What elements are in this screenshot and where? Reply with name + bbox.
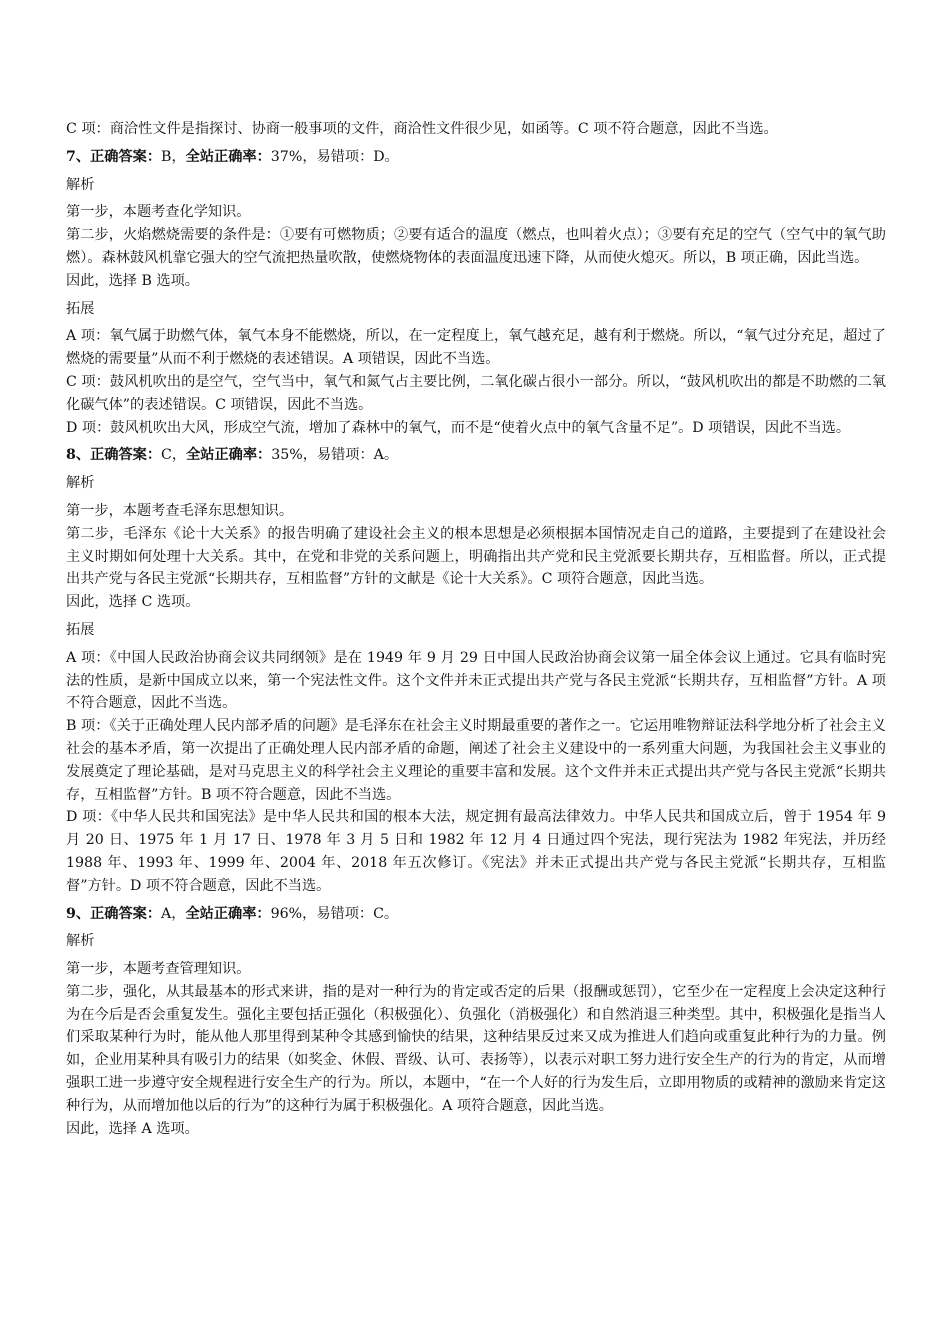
paragraph: 因此，选择 B 选项。 [66, 272, 199, 289]
paragraph: 第二步，火焰燃烧需要的条件是：①要有可燃物质；②要有适合的温度（燃点，也叫着火点）；③要有充足的空气（空气中的氧气助燃）。森林鼓风机靠它强大的空气流把热量吹散，使燃烧物体的表面温度迅速下降，从而使火熄灭。所以，B 项正确，因此当选。 [66, 227, 886, 266]
paragraph: 因此，选择 A 选项。 [66, 1120, 199, 1137]
section-label-extension: 拓展 [66, 300, 95, 317]
section-label-analysis: 解析 [66, 176, 95, 193]
answer-header-7: 7、正确答案：B，全站正确率：37%，易错项：D。 [66, 148, 399, 165]
paragraph: 第一步，本题考查管理知识。 [66, 961, 251, 978]
paragraph: D 项：《中华人民共和国宪法》是中华人民共和国的根本大法，规定拥有最高法律效力。中华人民共和国成立后，曾于 1954 年 9 月 20 日、1975 年 1 月 17 日、1978 年 3 月 5 日和 1982 年 12 月 4 日通过四个宪法，现行宪法为 1982 年宪法，并历经 1988 年、1993 年、1999 年、2004 年、2018 年五次修订。《宪法》并未正式提出共产党与各民主党派“长期共存，互相监督”方针。D 项不符合题意，因此不当选。 [66, 809, 886, 894]
paragraph: 第一步，本题考查化学知识。 [66, 204, 251, 221]
paragraph: 第二步，强化，从其最基本的形式来讲，指的是对一种行为的肯定或否定的后果（报酬或惩罚），它至少在一定程度上会决定这种行为在今后是否会重复发生。强化主要包括正强化（积极强化）、负强化（消极强化）和自然消退三种类型。其中，积极强化是指当人们采取某种行为时，能从他人那里得到某种令其感到愉快的结果，这种结果反过来又成为推进人们趋向或重复此种行为的力量。例如，企业用某种具有吸引力的结果（如奖金、休假、晋级、认可、表扬等），以表示对职工努力进行安全生产的行为的肯定，从而增强职工进一步遵守安全规程进行安全生产的行为。所以，本题中，“在一个人好的行为发生后，立即用物质的或精神的激励来肯定这种行为，从而增加他以后的行为”的这种行为属于积极强化。A 项符合题意，因此当选。 [66, 983, 886, 1114]
paragraph: C 项：商洽性文件是指探讨、协商一般事项的文件，商洽性文件很少见，如函等。C 项不符合题意，因此不当选。 [66, 121, 778, 137]
paragraph: A 项：《中国人民政治协商会议共同纲领》是在 1949 年 9 月 29 日中国人民政治协商会议第一届全体会议上通过。它具有临时宪法的性质，是新中国成立以来，第一个宪法性文件。这个文件并未正式提出共产党与各民主党派“长期共存，互相监督”方针。A 项不符合题意，因此不当选。 [66, 649, 886, 712]
answer-header-8: 8、正确答案：C，全站正确率：35%，易错项：A。 [66, 447, 399, 464]
answer-header-9: 9、正确答案：A，全站正确率：96%，易错项：C。 [66, 905, 399, 922]
document-page [66, 118, 886, 1140]
paragraph: D 项：鼓风机吹出大风，形成空气流，增加了森林中的氧气，而不是“使着火点中的氧气含量不足”。D 项错误，因此不当选。 [66, 419, 851, 436]
paragraph: A 项：氧气属于助燃气体，氧气本身不能燃烧，所以，在一定程度上，氧气越充足，越有利于燃烧。所以，“氧气过分充足，超过了燃烧的需要量”从而不利于燃烧的表述错误。A 项错误，因此不当选。 [66, 328, 886, 368]
paragraph: 第一步，本题考查毛泽东思想知识。 [66, 502, 294, 519]
paragraph: 第二步，毛泽东《论十大关系》的报告明确了建设社会主义的根本思想是必须根据本国情况走自己的道路，主要提到了在建设社会主义时期如何处理十大关系。其中，在党和非党的关系问题上，明确指出共产党和民主党派要长期共存，互相监督。所以，正式提出共产党与各民主党派“长期共存，互相监督”方针的文献是《论十大关系》。C 项符合题意，因此当选。 [66, 525, 886, 588]
paragraph: C 项：鼓风机吹出的是空气，空气当中，氧气和氮气占主要比例，二氧化碳占很小一部分。所以，“鼓风机吹出的都是不助燃的二氧化碳气体”的表述错误。C 项错误，因此不当选。 [66, 373, 886, 413]
section-label-extension: 拓展 [66, 621, 95, 638]
paragraph: B 项：《关于正确处理人民内部矛盾的问题》是毛泽东在社会主义时期最重要的著作之一。它运用唯物辩证法科学地分析了社会主义社会的基本矛盾，第一次提出了正确处理人民内部矛盾的命题，阐述了社会主义建设中的一系列重大问题，为我国社会主义事业的发展奠定了理论基础，是对马克思主义的科学社会主义理论的重要丰富和发展。这个文件并未正式提出共产党与各民主党派“长期共存，互相监督”方针。B 项不符合题意，因此不当选。 [66, 718, 886, 803]
paragraph: 因此，选择 C 选项。 [66, 594, 200, 611]
section-label-analysis: 解析 [66, 475, 95, 492]
section-label-analysis: 解析 [66, 933, 95, 950]
